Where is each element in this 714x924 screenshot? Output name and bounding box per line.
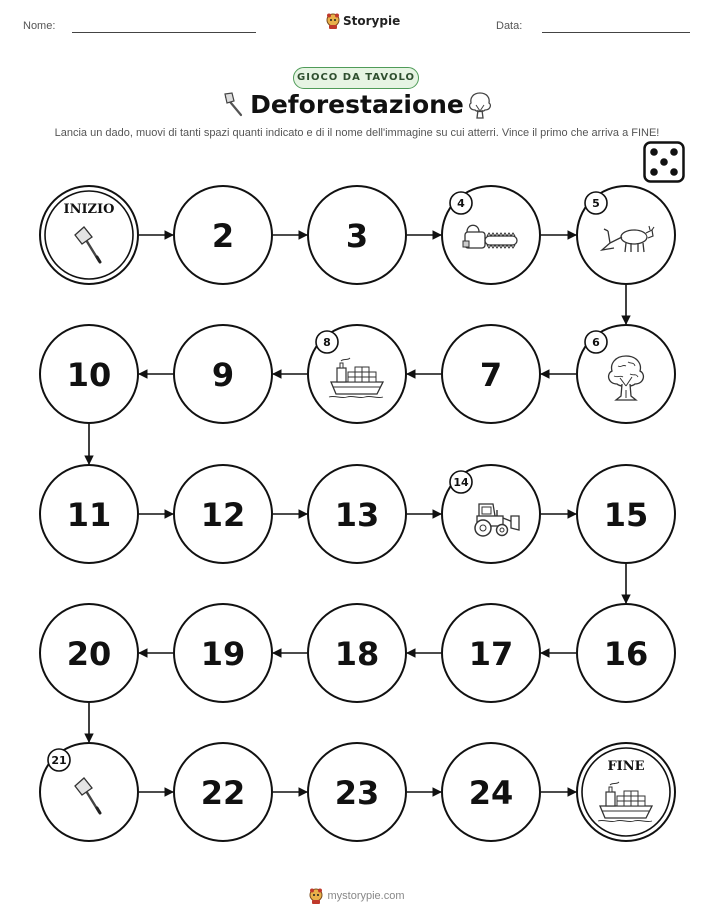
board-space-17[interactable] (442, 604, 540, 702)
board-space-20[interactable] (40, 604, 138, 702)
page-title: Deforestazione (250, 90, 464, 119)
board-space-5[interactable] (577, 186, 675, 284)
board-space-13[interactable] (308, 465, 406, 563)
board-space-24[interactable] (442, 743, 540, 841)
space-number: 2 (211, 217, 235, 255)
space-number-badge: 5 (592, 197, 600, 210)
space-number: 12 (200, 496, 246, 534)
space-number-badge: 4 (457, 197, 465, 210)
space-label: INIZIO (63, 202, 115, 217)
instructions: Lancia un dado, muovi di tanti spazi quanti indicato e di il nome dell'immagine su cui atterri. Vince il primo che arriva a FINE! (54, 127, 660, 139)
space-number: 7 (479, 356, 503, 394)
space-number-badge: 21 (51, 754, 67, 767)
space-number: 9 (211, 356, 235, 394)
space-number: 18 (334, 635, 380, 673)
brand-name: Storypie (343, 14, 401, 28)
board-space-14[interactable] (442, 465, 540, 563)
board-space-21[interactable] (40, 743, 138, 841)
board-space-10[interactable] (40, 325, 138, 423)
space-number-badge: 8 (323, 336, 331, 349)
footer (0, 888, 714, 904)
board-space-16[interactable] (577, 604, 675, 702)
board-space-15[interactable] (577, 465, 675, 563)
board-space-8[interactable] (308, 325, 406, 423)
board-space-22[interactable] (174, 743, 272, 841)
board-space-23[interactable] (308, 743, 406, 841)
board-space-18[interactable] (308, 604, 406, 702)
space-number: 11 (66, 496, 112, 534)
space-number: 22 (200, 774, 246, 812)
board-space-3[interactable] (308, 186, 406, 284)
board-space-9[interactable] (174, 325, 272, 423)
board-space-7[interactable] (442, 325, 540, 423)
space-number: 10 (66, 356, 112, 394)
board-space-1[interactable] (40, 186, 138, 284)
space-number: 19 (200, 635, 246, 673)
space-number: 13 (334, 496, 380, 534)
board-space-2[interactable] (174, 186, 272, 284)
board-space-25[interactable] (577, 743, 675, 841)
space-number: 24 (468, 774, 514, 812)
name-label: Nome: (23, 20, 56, 32)
space-number: 16 (603, 635, 649, 673)
space-number-badge: 14 (453, 476, 469, 489)
game-type-badge: GIOCO DA TAVOLO (293, 67, 419, 89)
space-number: 15 (603, 496, 649, 534)
footer-website[interactable]: mystorypie.com (327, 890, 405, 902)
board-space-6[interactable] (577, 325, 675, 423)
space-number: 17 (468, 635, 514, 673)
space-number: 20 (66, 635, 112, 673)
date-label: Data: (496, 20, 523, 32)
space-label: FINE (607, 759, 645, 774)
space-number-badge: 6 (592, 336, 600, 349)
board-space-4[interactable] (442, 186, 540, 284)
board-space-19[interactable] (174, 604, 272, 702)
space-number: 3 (345, 217, 369, 255)
board-space-12[interactable] (174, 465, 272, 563)
board-space-11[interactable] (40, 465, 138, 563)
storypie-mascot-icon (309, 888, 323, 904)
space-number: 23 (334, 774, 380, 812)
